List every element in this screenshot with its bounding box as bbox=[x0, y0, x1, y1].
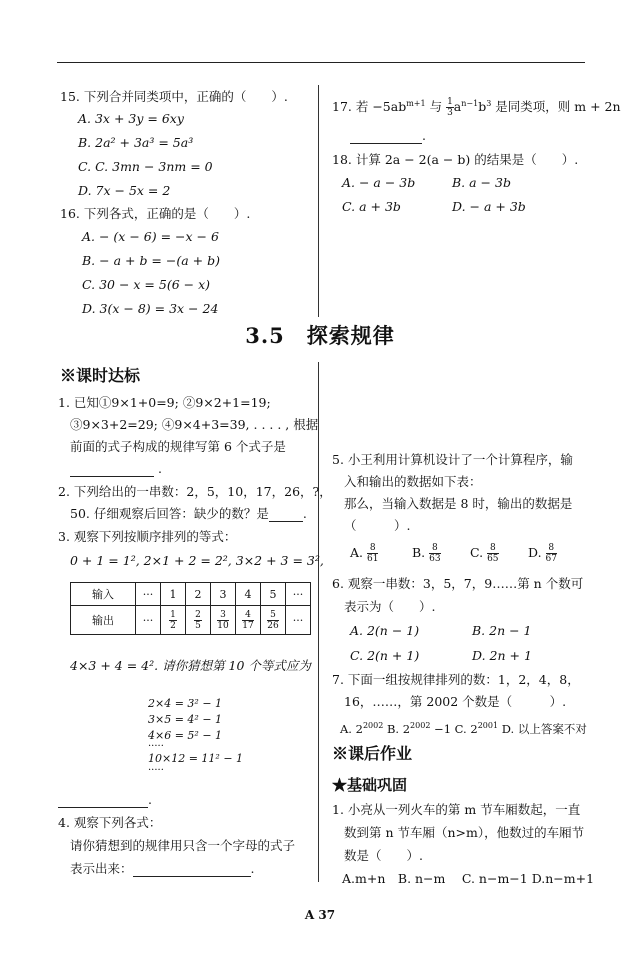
q1-line3: 前面的式子构成的规律写第 6 个式子是 bbox=[70, 439, 286, 454]
io-output-label: 输出 bbox=[71, 606, 136, 635]
io-table-output-row bbox=[71, 606, 311, 635]
q4-line1: 4. 观察下列各式： bbox=[58, 815, 162, 830]
q5-line2: 入和输出的数据如下表： bbox=[344, 474, 482, 489]
io-input-cell: 4 bbox=[236, 583, 261, 606]
q16-option-a: A. − (x − 6) = −x − 6 bbox=[82, 229, 219, 244]
io-input-cell: 3 bbox=[211, 583, 236, 606]
io-output-cell: $\frac{2}{5}$ bbox=[186, 606, 211, 635]
q6-option-c: C. 2(n + 1) bbox=[350, 648, 420, 663]
q3-eq-dots: ····· bbox=[148, 741, 164, 752]
q6-line1: 6. 观察一串数：3，5，7，9……第 n 个数可 bbox=[332, 576, 584, 591]
q1b-line2: 数到第 n 节车厢（n>m），他数过的车厢节 bbox=[344, 825, 585, 840]
q16-option-b: B. − a + b = −(a + b) bbox=[82, 253, 220, 268]
io-dots: ··· bbox=[286, 583, 311, 606]
q1-line2: ③9×3+2=29; ④9×4+3=39, . . . . , 根据 bbox=[70, 417, 319, 432]
q5-option-b: B. $\frac{8}{63}$ bbox=[412, 543, 441, 564]
q3-eq-1: 2×4 = 3² − 1 bbox=[148, 697, 223, 710]
q1b-line3: 数是（ ）. bbox=[344, 848, 423, 863]
q1b-line1: 1. 小亮从一列火车的第 m 节车厢数起，一直 bbox=[332, 802, 581, 817]
q3-eq-dots-2: ····· bbox=[148, 765, 164, 776]
q3-eq-3: 4×6 = 5² − 1 bbox=[148, 729, 223, 742]
q1b-options: A.m+n B. n−m C. n−m−1 D.n−m+1 bbox=[342, 871, 595, 886]
q16-option-d: D. 3(x − 8) = 3x − 24 bbox=[82, 301, 219, 316]
q18-option-d: D. − a + 3b bbox=[452, 199, 526, 214]
q18-option-c: C. a + 3b bbox=[342, 199, 401, 214]
q7-line2: 16，……，第 2002 个数是（ ）. bbox=[344, 694, 567, 709]
column-divider-bottom bbox=[318, 362, 319, 882]
subheading-basic: ★基础巩固 bbox=[332, 776, 408, 794]
q2-line2: 50. 仔细观察后回答：缺少的数？是 . bbox=[70, 506, 307, 521]
io-input-cell: 5 bbox=[261, 583, 286, 606]
q1-answer-line: . bbox=[70, 461, 162, 477]
q18-option-a: A. − a − 3b bbox=[342, 175, 416, 190]
q3-eq-2: 3×5 = 4² − 1 bbox=[148, 713, 223, 726]
io-output-cell: $\frac{5}{26}$ bbox=[261, 606, 286, 635]
q5-line3: 那么，当输入数据是 8 时，输出的数据是 bbox=[344, 496, 573, 511]
io-table-input-row bbox=[71, 583, 311, 606]
q5-option-a: A. $\frac{8}{61}$ bbox=[350, 543, 379, 564]
q5-line4: （ ）. bbox=[344, 518, 411, 533]
section-title: 3.5 探索规律 bbox=[245, 323, 395, 348]
q3-blank[interactable] bbox=[58, 807, 148, 808]
q3-line3: 4×3 + 4 = 4². 请你猜想第 10 个等式应为 bbox=[70, 658, 311, 673]
q2-line1: 2. 下列给出的一串数：2，5，10，17，26，?， bbox=[58, 484, 332, 499]
io-dots: ··· bbox=[136, 606, 161, 635]
q4-line3: 表示出来： . bbox=[70, 861, 255, 876]
page-number: A 37 bbox=[304, 908, 336, 922]
q5-line1: 5. 小王利用计算机设计了一个计算程序，输 bbox=[332, 452, 573, 467]
io-dots: ··· bbox=[136, 583, 161, 606]
q6-line2: 表示为（ ）. bbox=[344, 599, 436, 614]
io-input-label: 输入 bbox=[71, 583, 136, 606]
io-input-cell: 1 bbox=[161, 583, 186, 606]
q7-option-a: A. $2^{2002}$ bbox=[340, 721, 384, 736]
io-output-cell: $\frac{3}{10}$ bbox=[211, 606, 236, 635]
q7-line1: 7. 下面一组按规律排列的数：1，2，4，8， bbox=[332, 672, 580, 687]
q7-options bbox=[340, 718, 587, 737]
q15-option-a: A. 3x + 3y = 6xy bbox=[78, 111, 184, 126]
q17-answer-line: . bbox=[350, 128, 426, 144]
q5-option-c: C. $\frac{8}{65}$ bbox=[470, 543, 499, 564]
q6-option-d: D. 2n + 1 bbox=[472, 648, 532, 663]
q6-option-a: A. 2(n − 1) bbox=[350, 623, 420, 638]
column-divider-top bbox=[318, 85, 319, 317]
heading-class-goals: ※课时达标 bbox=[60, 366, 141, 385]
io-table bbox=[70, 582, 311, 635]
q3-eq-4: 10×12 = 11² − 1 bbox=[148, 752, 244, 765]
io-output-cell: $\frac{4}{17}$ bbox=[236, 606, 261, 635]
q18-option-b: B. a − 3b bbox=[452, 175, 511, 190]
q7-option-d: D. 以上答案不对 bbox=[501, 721, 587, 736]
q15-stem: 15. 下列合并同类项中，正确的（ ）. bbox=[60, 89, 288, 104]
q7-option-c: C. $2^{2001}$ bbox=[454, 721, 499, 736]
q6-option-b: B. 2n − 1 bbox=[472, 623, 532, 638]
q17-stem: 17. 若 $-5ab^{m+1}$ 与 $\frac{1}{3}$ $a^{n-1}b^3$ 是同类项，则 m + 2n bbox=[332, 97, 621, 119]
q15-option-d: D. 7x − 5x = 2 bbox=[78, 183, 171, 198]
io-dots: ··· bbox=[286, 606, 311, 635]
q3-line1: 3. 观察下列按顺序排列的等式： bbox=[58, 529, 237, 544]
q15-option-b: B. 2a² + 3a³ = 5a³ bbox=[78, 135, 194, 150]
q5-option-d: D. $\frac{8}{67}$ bbox=[528, 543, 557, 564]
q15-option-c: C. C. 3mn − 3nm = 0 bbox=[78, 159, 213, 174]
q17-fraction: $\frac{1}{3}$ bbox=[447, 97, 453, 119]
io-input-cell: 2 bbox=[186, 583, 211, 606]
q2-blank[interactable] bbox=[269, 521, 303, 522]
q7-option-b: B. $2^{2002} -1$ bbox=[386, 721, 452, 736]
q1-blank[interactable] bbox=[70, 476, 154, 477]
q17-blank[interactable] bbox=[350, 143, 422, 144]
q3-line2: 0 + 1 = 1², 2×1 + 2 = 2², 3×2 + 3 = 3², bbox=[70, 553, 324, 568]
q16-option-c: C. 30 − x = 5(6 − x) bbox=[82, 277, 210, 292]
io-output-cell: $\frac{1}{2}$ bbox=[161, 606, 186, 635]
heading-homework: ※课后作业 bbox=[332, 744, 413, 763]
q1-line1: 1. 已知①9×1+0=9; ②9×2+1=19; bbox=[58, 395, 271, 410]
top-rule bbox=[57, 62, 585, 63]
q16-stem: 16. 下列各式，正确的是（ ）. bbox=[60, 206, 251, 221]
q18-stem: 18. 计算 2a − 2(a − b) 的结果是（ ）. bbox=[332, 152, 579, 167]
q4-line2: 请你猜想到的规律用只含一个字母的式子 bbox=[70, 838, 296, 853]
q3-answer-line: . bbox=[58, 792, 152, 808]
q4-blank[interactable] bbox=[133, 876, 251, 877]
